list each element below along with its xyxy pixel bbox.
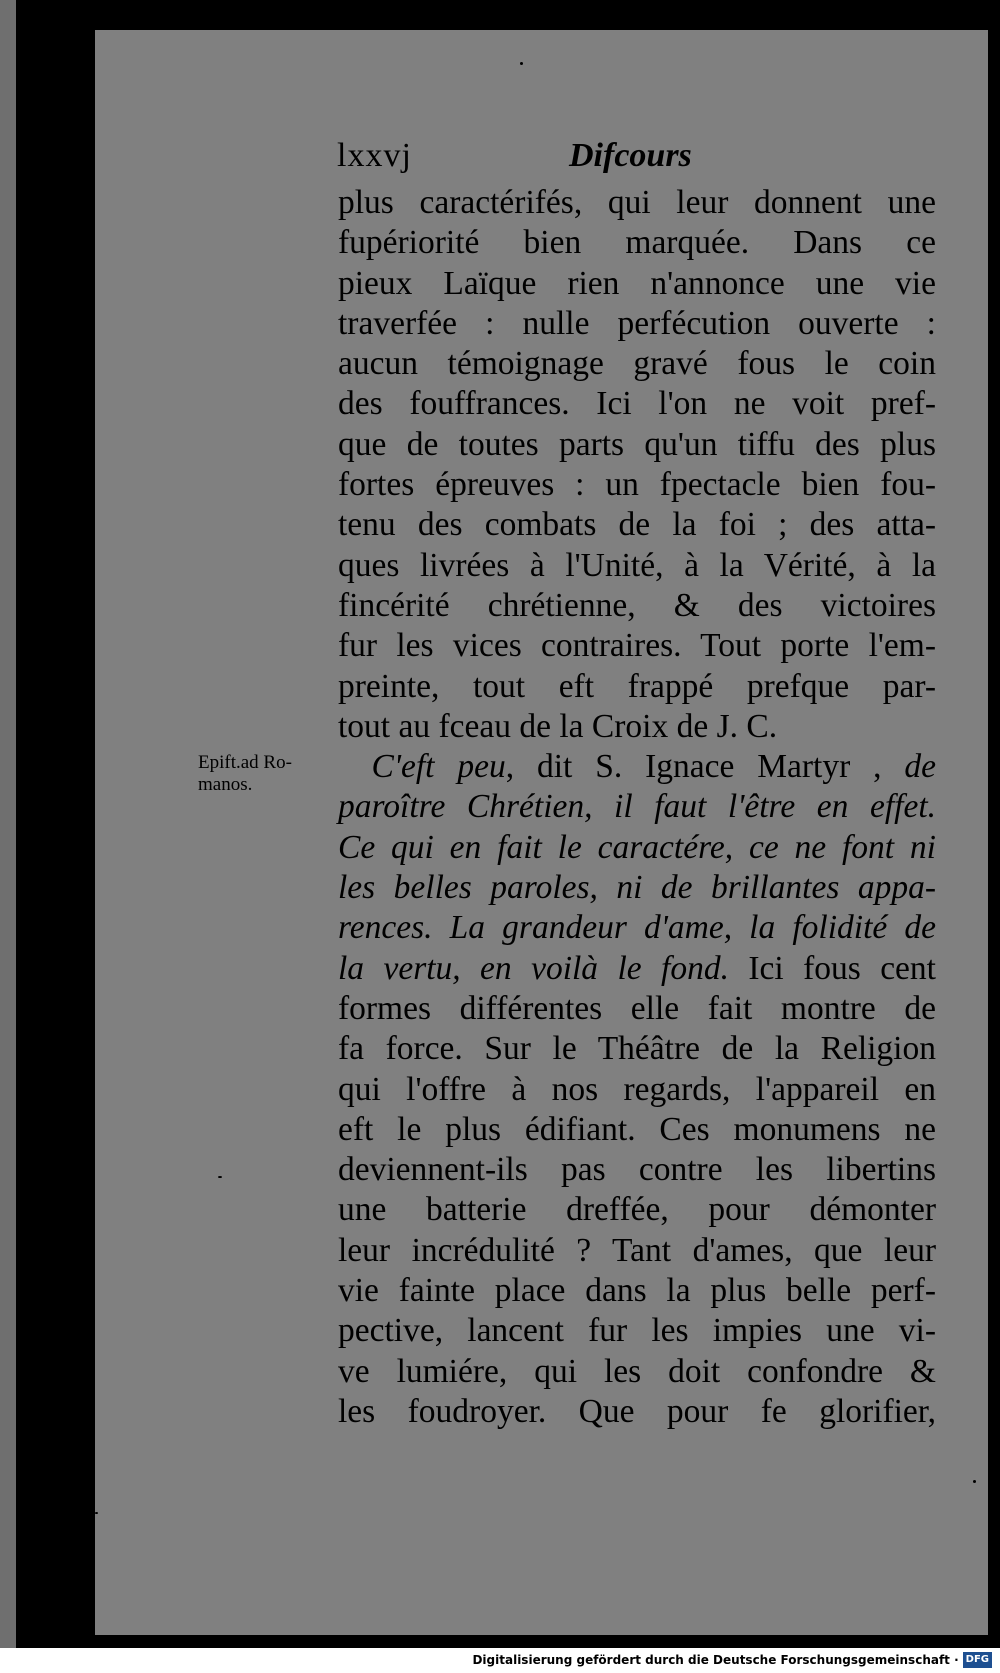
text-line: fupériorité bien marquée. Dans ce — [338, 224, 936, 262]
page-number: lxxvj — [337, 137, 412, 174]
text-line: pieux Laïque rien n'annonce une vie — [338, 264, 936, 302]
italic-line: Ce qui en fait le caractére, ce ne font ni — [338, 828, 936, 866]
text-line: fortes épreuves : un fpectacle bien fou- — [338, 466, 936, 504]
text-line: formes différentes elle fait montre de — [338, 989, 936, 1027]
scan-speck — [520, 62, 523, 65]
text-line: qui l'offre à nos regards, l'appareil en — [338, 1070, 936, 1108]
book-spine-edge — [0, 0, 16, 1648]
text-line: les foudroyer. Que pour fe glorifier, — [338, 1392, 936, 1430]
text-line: vie fainte place dans la plus belle perf- — [338, 1272, 936, 1310]
page-header — [337, 137, 937, 183]
mixed-line — [338, 949, 936, 989]
text-line: eft le plus édifiant. Ces monumens ne — [338, 1110, 936, 1148]
text-line: aucun témoignage gravé fous le coin — [338, 345, 936, 383]
text-line: des fouffrances. Ici l'on ne voit pref- — [338, 385, 936, 423]
running-title: Difcours — [569, 137, 692, 174]
text-line: tenu des combats de la foi ; des atta- — [338, 506, 936, 544]
quote-line — [338, 747, 936, 787]
text-line: tout au fceau de la Croix de J. C. — [338, 707, 778, 745]
text-line: que de toutes parts qu'un tiffu des plus — [338, 425, 936, 463]
text-line: ques livrées à l'Unité, à la Vérité, à la — [338, 546, 936, 584]
dfg-logo: DFG — [963, 1652, 992, 1668]
text-line: une batterie dreffée, pour démonter — [338, 1191, 936, 1229]
digitization-footer — [472, 1650, 992, 1670]
margin-note-line: Epift.ad Ro- — [198, 752, 292, 773]
mixed-line-italic: la vertu, en voilà le fond. — [338, 949, 729, 987]
italic-line: rences. La grandeur d'ame, la folidité de — [338, 909, 936, 947]
text-line: traverfée : nulle perfécution ouverte : — [338, 304, 936, 342]
quote-attribution: , dit S. Ignace Martyr , — [505, 748, 905, 786]
text-line: preinte, tout eft frappé prefque par- — [338, 667, 936, 705]
text-line: fincérité chrétienne, & des victoires — [338, 586, 936, 624]
italic-line: paroître Chrétien, il faut l'être en effet. — [338, 788, 936, 826]
text-line: ve lumiére, qui les doit confondre & — [338, 1352, 936, 1390]
scan-speck — [973, 1480, 976, 1483]
scan-speck — [95, 1512, 98, 1514]
mixed-line-roman: Ici fous cent — [728, 949, 936, 987]
text-line: pective, lancent fur les impies une vi- — [338, 1312, 936, 1350]
margin-note — [198, 752, 338, 796]
quote-italic-end: de — [904, 748, 936, 786]
italic-line: les belles paroles, ni de brillantes appa- — [338, 869, 936, 907]
quote-italic-start: C'eft peu — [371, 748, 506, 786]
text-line: fur les vices contraires. Tout porte l'em- — [338, 627, 936, 665]
text-line: deviennent-ils pas contre les libertins — [338, 1151, 936, 1189]
text-line: plus caractérifés, qui leur donnent une — [338, 184, 936, 221]
footer-credit: Digitalisierung gefördert durch die Deutsche Forschungsgemeinschaft · — [472, 1653, 959, 1667]
margin-note-line: manos. — [198, 774, 253, 795]
text-line: leur incrédulité ? Tant d'ames, que leur — [338, 1231, 936, 1269]
body-text — [338, 183, 936, 1432]
scan-speck — [218, 1176, 222, 1178]
text-line: fa force. Sur le Théâtre de la Religion — [338, 1030, 936, 1068]
